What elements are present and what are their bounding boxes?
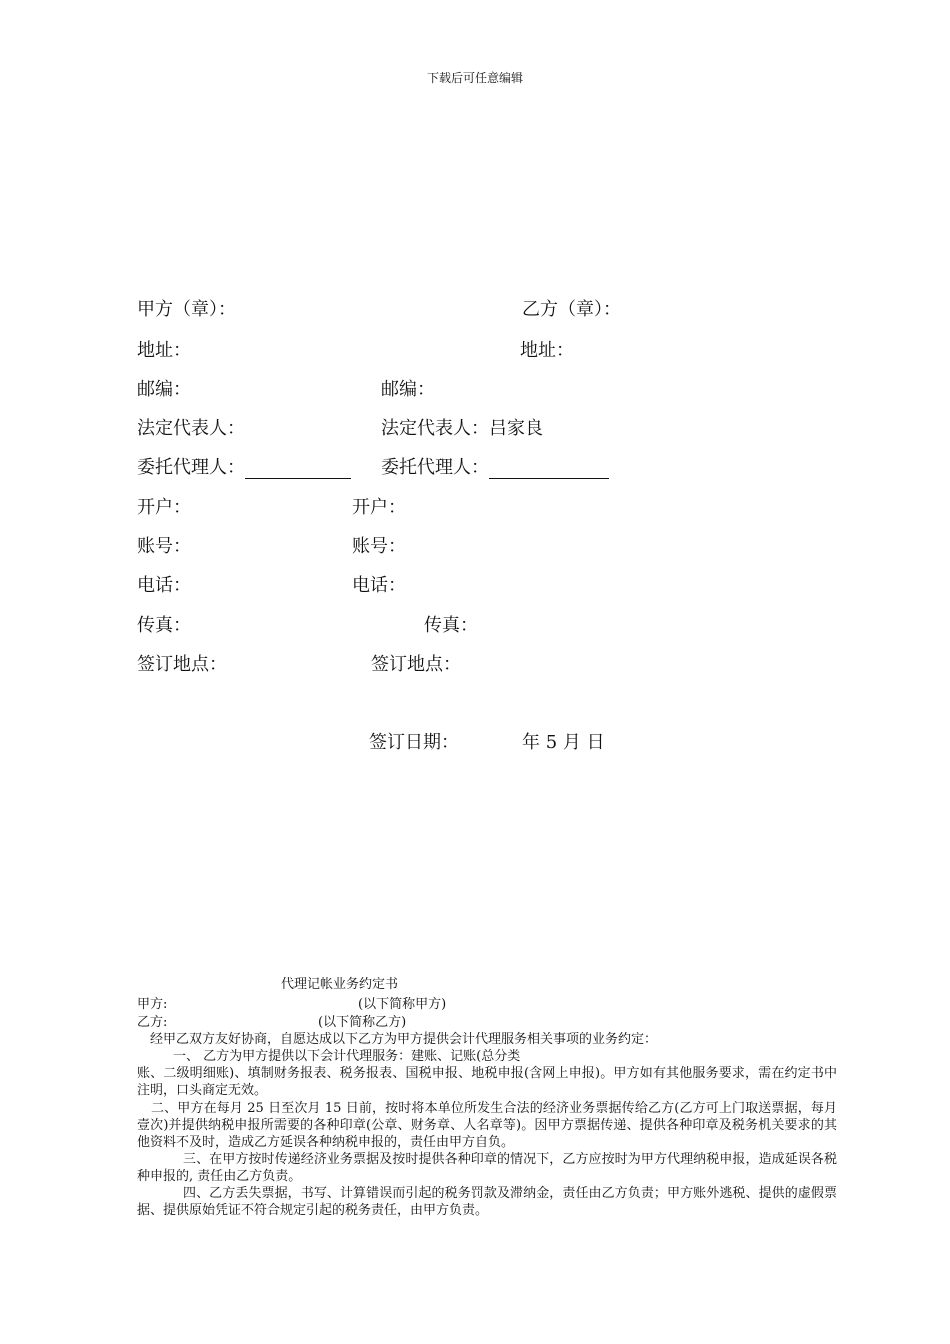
contract-party-b-note: (以下简称乙方) <box>318 1015 407 1030</box>
party-a-legal-rep-label: 法定代表人： <box>137 418 245 439</box>
party-a-agent-row <box>137 457 351 479</box>
party-a-seal-label: 甲方（章）： <box>137 299 236 320</box>
signing-date-value: 年 5 月 日 <box>522 732 605 753</box>
contract-party-a-note: (以下简称甲方) <box>358 997 447 1012</box>
party-a-bank-label: 开户： <box>137 497 191 518</box>
contract-party-a-label: 甲方: <box>137 997 168 1012</box>
party-b-postcode-label: 邮编： <box>381 379 435 400</box>
contract-title: 代理记帐业务约定书 <box>281 977 399 992</box>
party-b-place-label: 签订地点： <box>371 654 461 675</box>
party-a-postcode-label: 邮编： <box>137 379 191 400</box>
party-b-account-label: 账号： <box>352 536 406 557</box>
party-b-seal-label: 乙方（章）： <box>522 299 621 320</box>
clause-3: 三、在甲方按时传递经济业务票据及按时提供各种印章的情况下，乙方应按时为甲方代理纳税申报，造成延误各税种申报的, 责任由乙方负责。 <box>137 1152 837 1184</box>
contract-party-b-label: 乙方: <box>137 1015 168 1030</box>
party-a-address-label: 地址： <box>137 340 191 361</box>
party-a-agent-blank <box>245 458 351 479</box>
party-b-fax-label: 传真： <box>424 615 478 636</box>
party-a-phone-label: 电话： <box>137 575 191 596</box>
party-b-bank-label: 开户： <box>352 497 406 518</box>
party-b-legal-rep-label: 法定代表人：吕家良 <box>381 418 543 439</box>
clause-4: 四、乙方丢失票据，书写、计算错误而引起的税务罚款及滞纳金，责任由乙方负责；甲方账外逃税、提供的虚假票据、提供原始凭证不符合规定引起的税务责任，由甲方负责。 <box>137 1186 837 1218</box>
party-b-agent-row <box>381 457 609 479</box>
clause-2: 二、甲方在每月 25 日至次月 15 日前，按时将本单位所发生合法的经济业务票据传给乙方(乙方可上门取送票据，每月壹次)并提供纳税申报所需要的各种印章(公章、财务章、人名章等)。因甲方票据传递、提供各种印章及税务机关要求的其他资料不及时，造成乙方延误各种纳税申报的，责任由甲方自负。 <box>137 1101 837 1150</box>
party-a-agent-label: 委托代理人： <box>137 457 245 478</box>
clause-1-body: 账、二级明细账)、填制财务报表、税务报表、国税申报、地税申报(含网上申报)。甲方如有其他服务要求，需在约定书中注明，口头商定无效。 <box>137 1066 837 1098</box>
clause-1-heading: 一、 乙方为甲方提供以下会计代理服务：建账、记账(总分类 <box>173 1049 521 1064</box>
party-a-fax-label: 传真： <box>137 615 191 636</box>
party-a-place-label: 签订地点： <box>137 654 227 675</box>
party-b-agent-blank <box>489 458 609 479</box>
page-header-note: 下载后可任意编辑 <box>426 71 523 85</box>
party-b-phone-label: 电话： <box>352 575 406 596</box>
party-b-agent-label: 委托代理人： <box>381 457 489 478</box>
signing-date-label: 签订日期： <box>369 732 459 753</box>
party-b-address-label: 地址： <box>520 340 574 361</box>
contract-intro: 经甲乙双方友好协商，自愿达成以下乙方为甲方提供会计代理服务相关事项的业务约定： <box>150 1032 658 1047</box>
party-a-account-label: 账号： <box>137 536 191 557</box>
